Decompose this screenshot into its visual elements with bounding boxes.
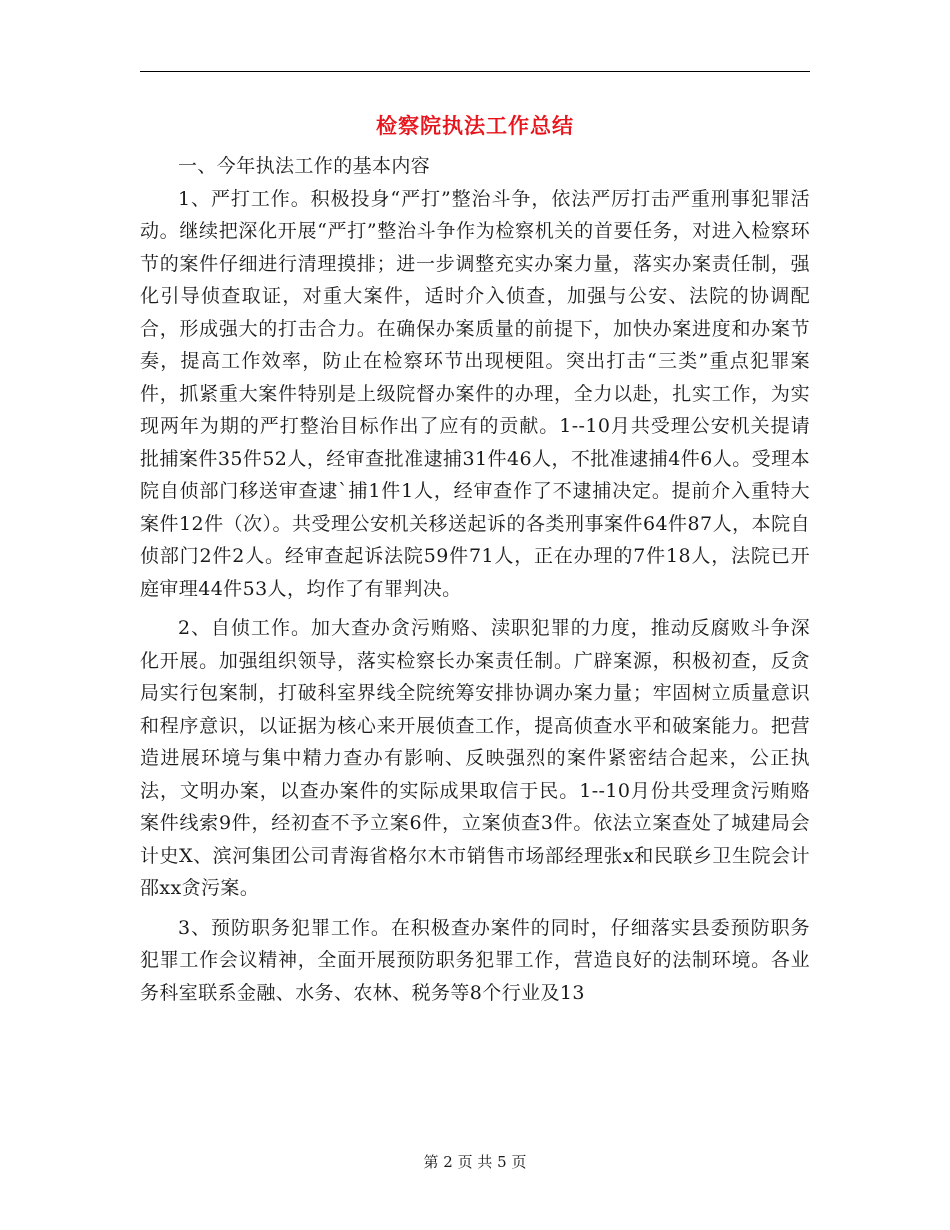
document-title: 检察院执法工作总结 — [376, 113, 574, 138]
document-body — [140, 150, 810, 1009]
paragraph-crime-prevention: 3、预防职务犯罪工作。在积极查办案件的同时，仔细落实县委预防职务犯罪工作会议精神，全面开展预防职务犯罪工作，营造良好的法制环境。各业务科室联系金融、水务、农林、税务等8个行业及13 — [140, 916, 810, 1004]
section-heading: 一、今年执法工作的基本内容 — [178, 155, 431, 177]
page-number-footer: 第 2 页 共 5 页 — [423, 1153, 527, 1171]
paragraph-strike-hard: 1、严打工作。积极投身“严打”整治斗争，依法严厉打击严重刑事犯罪活动。继续把深化开展“严打”整治斗争作为检察机关的首要任务，对进入检察环节的案件仔细进行清理摸排；进一步调整充实办案力量，落实办案责任制，强化引导侦查取证，对重大案件，适时介入侦查，加强与公安、法院的协调配合，形成强大的打击合力。在确保办案质量的前提下，加快办案进度和办案节奏，提高工作效率，防止在检察环节出现梗阻。突出打击“三类”重点犯罪案件，抓紧重大案件特别是上级院督办案件的办理，全力以赴，扎实工作，为实现两年为期的严打整治目标作出了应有的贡献。1--10月共受理公安机关提请批捕案件35件52人，经审查批准逮捕31件46人，不批准逮捕4件6人。受理本院自侦部门移送审查逮`捕1件1人，经审查作了不逮捕决定。提前介入重特大案件12件（次）。共受理公安机关移送起诉的各类刑事案件64件87人，本院自侦部门2件2人。经审查起诉法院59件71人，正在办理的7件18人，法院已开庭审理44件53人，均作了有罪判决。 — [140, 187, 810, 600]
paragraph-self-investigation: 2、自侦工作。加大查办贪污贿赂、渎职犯罪的力度，推动反腐败斗争深化开展。加强组织领导，落实检察长办案责任制。广辟案源，积极初查，反贪局实行包案制，打破科室界线全院统筹安排协调办案力量；牢固树立质量意识和程序意识，以证据为核心来开展侦查工作，提高侦查水平和破案能力。把营造进展环境与集中精力查办有影响、反映强烈的案件紧密结合起来，公正执法，文明办案，以查办案件的实际成果取信于民。1--10月份共受理贪污贿赂案件线索9件，经初查不予立案6件，立案侦查3件。依法立案查处了城建局会计史X、滨河集团公司青海省格尔木市销售市场部经理张x和民联乡卫生院会计邵xx贪污案。 — [140, 617, 810, 899]
header-rule — [140, 71, 810, 72]
